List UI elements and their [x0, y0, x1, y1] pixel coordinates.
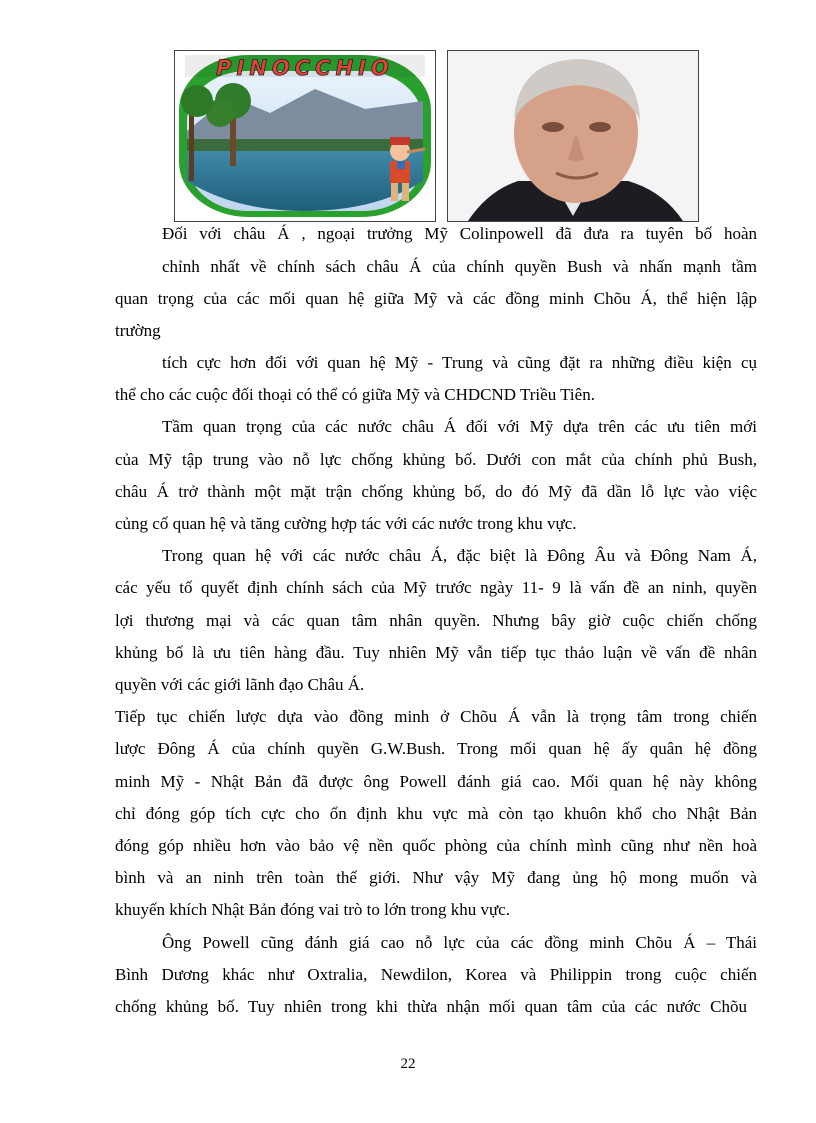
- line-23: Ông Powell cũng đánh giá cao nỗ lực của các đồng minh Chõu Á – Thái: [162, 933, 757, 952]
- line-25: chống khủng bố. Tuy nhiên trong khi thừa nhận mối quan tâm của các nước Chõu: [115, 997, 747, 1016]
- line-15: quyền với các giới lãnh đạo Châu Á.: [115, 675, 365, 694]
- line-3: quan trọng của các mối quan hệ giữa Mỹ và các đồng minh Chõu Á, thể hiện lập: [115, 289, 757, 308]
- line-1: Đối với châu Á , ngoại trưởng Mỹ Colinpowell đã đưa ra tuyên bố hoàn: [162, 224, 757, 243]
- pinocchio-image: [174, 50, 436, 222]
- line-13: lợi thương mại và các quan tâm nhân quyền. Nhưng bây giờ cuộc chiến chống: [115, 611, 757, 630]
- line-7: Tầm quan trọng của các nước châu Á đối với Mỹ dựa trên các ưu tiên mới: [162, 417, 757, 436]
- line-22: khuyến khích Nhật Bản đóng vai trò to lớn trong khu vực.: [115, 900, 510, 919]
- line-16: Tiếp tục chiến lược dựa vào đồng minh ở Chõu Á vẫn là trọng tâm trong chiến: [115, 707, 757, 726]
- line-4: trường: [115, 321, 161, 340]
- line-21: bình và an ninh trên toàn thế giới. Như vậy Mỹ đang ủng hộ mong muốn và: [115, 868, 757, 887]
- line-5: tích cực hơn đối với quan hệ Mỹ - Trung và cũng đặt ra những điều kiện cụ: [162, 353, 757, 372]
- page-number: 22: [400, 1056, 416, 1072]
- line-20: đóng góp nhiều hơn vào bảo vệ nền quốc phòng của chính mình cũng như nền hoà: [115, 836, 757, 855]
- line-10: củng cố quan hệ và tăng cường hợp tác với các nước trong khu vực.: [115, 514, 577, 533]
- line-9: châu Á trở thành một mặt trận chống khủng bố, do đó Mỹ đã dần lỗ lực vào việc: [115, 482, 757, 501]
- line-6: thể cho các cuộc đối thoại có thể có giữa Mỹ và CHDCND Triều Tiên.: [115, 385, 595, 404]
- line-17: lược Đông Á của chính quyền G.W.Bush. Trong mối quan hệ ấy quân hệ đồng: [115, 739, 757, 758]
- pinocchio-title: PINOCCHIO: [216, 56, 394, 80]
- line-19: chỉ đóng góp tích cực cho ổn định khu vực mà còn tạo khuôn khổ cho Nhật Bản: [115, 804, 757, 823]
- line-14: khủng bố là ưu tiên hàng đầu. Tuy nhiên Mỹ vẫn tiếp tục thảo luận về vấn đề nhân: [115, 643, 757, 662]
- line-12: các yếu tố quyết định chính sách của Mỹ trước ngày 11- 9 là vấn đề an ninh, quyền: [115, 578, 757, 597]
- line-18: minh Mỹ - Nhật Bản đã được ông Powell đánh giá cao. Mối quan hệ này không: [115, 772, 757, 791]
- portrait-image: [447, 50, 699, 222]
- line-2: chỉnh nhất về chính sách châu Á của chính quyền Bush và nhấn mạnh tầm: [162, 257, 757, 276]
- pinocchio-illustration: [175, 51, 435, 221]
- line-8: của Mỹ tập trung vào nỗ lực chống khủng bố. Dưới con mắt của chính phủ Bush,: [115, 450, 757, 469]
- portrait-illustration: [448, 51, 698, 221]
- line-11: Trong quan hệ với các nước châu Á, đặc biệt là Đông Âu và Đông Nam Á,: [162, 546, 757, 565]
- line-24: Bình Dương khác như Oxtralia, Newdilon, Korea và Philippin trong cuộc chiến: [115, 965, 757, 984]
